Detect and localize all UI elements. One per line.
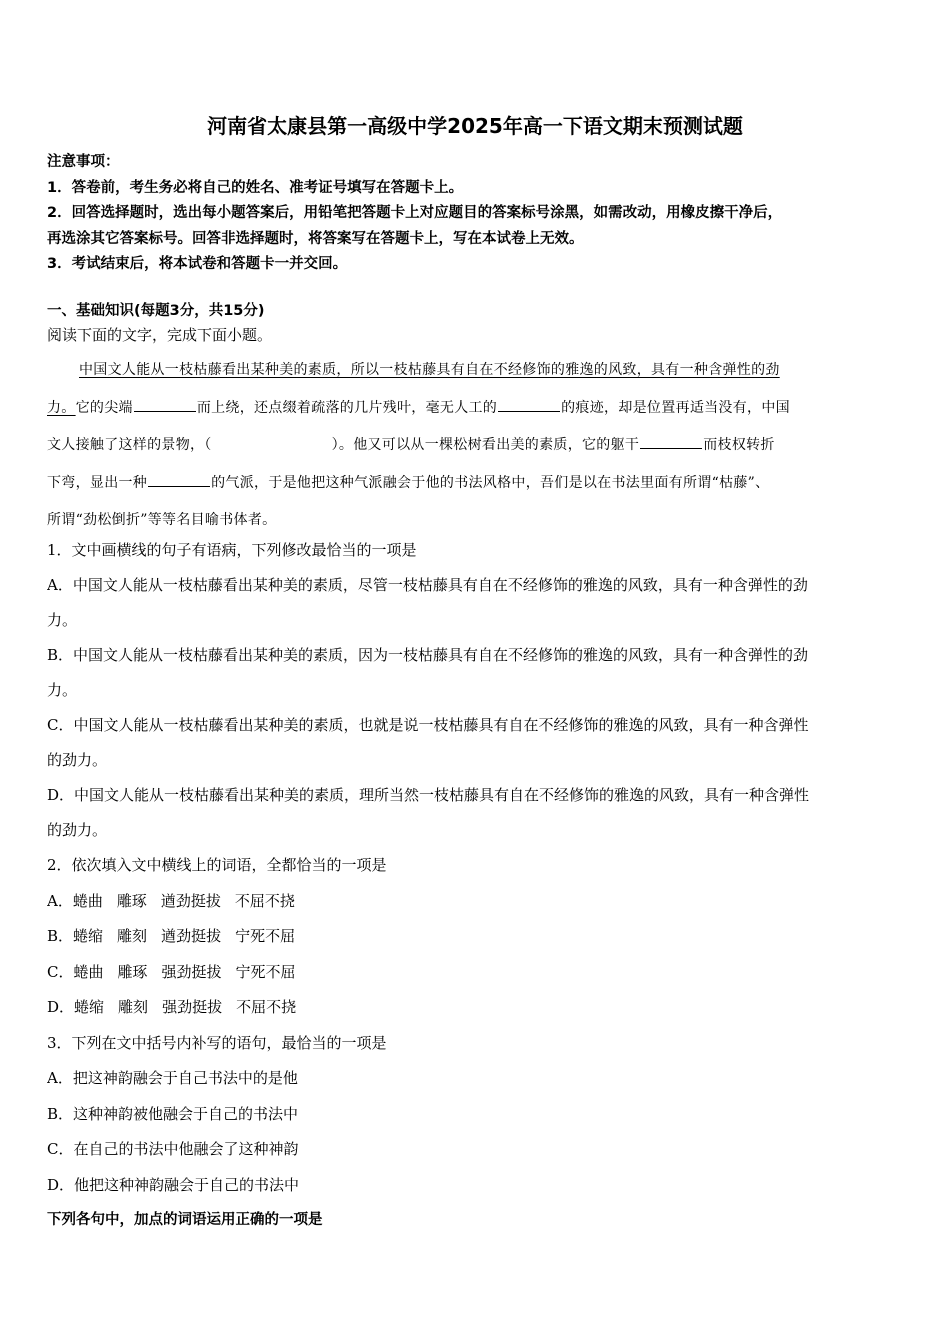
option-word: 遒劲挺拔 — [161, 927, 222, 945]
option-word: 蜷缩 — [73, 927, 104, 945]
option-word: 强劲挺拔 — [161, 962, 222, 981]
notice-item: 1．答卷前，考生务必将自己的姓名、准考证号填写在答题卡上。 — [47, 179, 464, 196]
underlined-sentence: 中国文人能从一枝枯藤看出某种美的素质，所以一枝枯藤具有自在不经修饰的雅逸的风致，具有一种含弹性的劲 — [79, 362, 780, 378]
passage-text: 而枝权转折 — [703, 437, 775, 453]
fill-blank — [134, 397, 196, 412]
option-label: B． — [47, 927, 74, 945]
fill-blank — [640, 434, 702, 449]
section-heading: 一、基础知识(每题3分，共15分) — [47, 303, 265, 319]
reading-passage — [47, 352, 903, 540]
option-word: 宁死不屈 — [235, 962, 296, 981]
underlined-sentence-end: 力。 — [47, 399, 76, 416]
option-word: 宁死不屈 — [235, 927, 296, 945]
question-1-option-c-cont: 的劲力。 — [47, 751, 108, 769]
questions — [47, 533, 903, 1239]
question-2-option — [47, 884, 903, 920]
option-word: 蜷曲 — [73, 962, 104, 981]
page-title: 河南省太康县第一高级中学2025年高一下语文期末预测试题 — [207, 114, 743, 138]
question-2-option — [47, 990, 903, 1026]
passage-line — [47, 352, 903, 390]
question-1-option-c: C．中国文人能从一枝枯藤看出某种美的素质，也就是说一枝枯藤具有自在不经修饰的雅逸的风致，具有一种含弹性 — [47, 716, 809, 734]
passage-line — [47, 390, 903, 428]
passage-text: ）。他又可以从一棵松树看出美的素质，它的躯干 — [331, 437, 640, 453]
notice-heading: 注意事项： — [47, 154, 120, 170]
notice-item: 2．回答选择题时，选出每小题答案后，用铅笔把答题卡上对应题目的答案标号涂黑，如需改动，用橡皮擦干净后， — [47, 205, 783, 221]
question-3-option-d: D．他把这种神韵融会于自己的书法中 — [47, 1175, 300, 1194]
passage-line — [47, 427, 903, 465]
question-3-stem: 3．下列在文中括号内补写的语句，最恰当的一项是 — [47, 1033, 387, 1052]
question-1-option-b-cont: 力。 — [47, 681, 78, 699]
option-label: C． — [47, 962, 74, 981]
fill-blank — [498, 397, 560, 412]
question-2-option — [47, 955, 903, 991]
question-4-stem: 下列各句中，加点的词语运用正确的一项是 — [47, 1212, 323, 1228]
option-word: 强劲挺拔 — [162, 998, 223, 1016]
option-word: 不屈不挠 — [236, 998, 297, 1016]
question-1-option-a-cont: 力。 — [47, 611, 78, 629]
notice-item: 3．考试结束后，将本试卷和答题卡一并交回。 — [47, 256, 348, 272]
passage-text: 的气派，于是他把这种气派融会于他的书法风格中，吾们是以在书法里面有所谓“枯藤”、 — [211, 474, 770, 491]
passage-text: 下弯，显出一种 — [47, 474, 148, 491]
option-word: 遒劲挺拔 — [160, 891, 221, 910]
notice-item: 再选涂其它答案标号。回答非选择题时，将答案写在答题卡上，写在本试卷上无效。 — [47, 230, 584, 247]
option-word: 雕琢 — [117, 962, 148, 981]
option-word: 雕刻 — [117, 927, 148, 945]
question-3-option-b: B．这种神韵被他融会于自己的书法中 — [47, 1104, 299, 1123]
option-label: D． — [47, 998, 75, 1016]
question-2-stem: 2．依次填入文中横线上的词语，全都恰当的一项是 — [47, 856, 387, 874]
question-1-option-d: D．中国文人能从一枝枯藤看出某种美的素质，理所当然一枝枯藤具有自在不经修饰的雅逸的风致，具有一种含弹性 — [47, 786, 810, 804]
option-word: 不屈不挠 — [234, 891, 295, 910]
question-1-option-b: B．中国文人能从一枝枯藤看出某种美的素质，因为一枝枯藤具有自在不经修饰的雅逸的风致，具有一种含弹性的劲 — [47, 646, 809, 664]
fill-blank — [148, 472, 210, 487]
question-3-option-a: A．把这神韵融会于自己书法中的是他 — [47, 1069, 298, 1087]
option-word: 蜷缩 — [74, 998, 105, 1016]
option-word: 雕刻 — [118, 998, 149, 1016]
passage-text: 的痕迹，却是位置再适当没有，中国 — [561, 399, 790, 416]
passage-text: 文人接触了这样的景物，（ — [47, 437, 212, 453]
passage-text: 它的尖端 — [75, 399, 133, 416]
passage-text: 所谓“劲松倒折”等等名目喻书体者。 — [47, 512, 277, 528]
passage-text: 而上绕，还点缀着疏落的几片残叶，毫无人工的 — [196, 399, 498, 416]
question-1-option-d-cont: 的劲力。 — [47, 821, 108, 839]
question-1-stem: 1．文中画横线的句子有语病，下列修改最恰当的一项是 — [47, 541, 417, 559]
option-word: 雕琢 — [116, 891, 147, 910]
option-label: A． — [47, 891, 73, 910]
question-1-option-a: A．中国文人能从一枝枯藤看出某种美的素质，尽管一枝枯藤具有自在不经修饰的雅逸的风致，具有一种含弹性的劲 — [47, 576, 808, 594]
question-3-option-c: C．在自己的书法中他融会了这种神韵 — [47, 1140, 299, 1158]
notice-block — [47, 150, 907, 278]
section-intro: 阅读下面的文字，完成下面小题。 — [47, 326, 273, 344]
question-2-option — [47, 919, 903, 955]
passage-line — [47, 465, 903, 503]
option-word: 蜷曲 — [72, 891, 103, 910]
